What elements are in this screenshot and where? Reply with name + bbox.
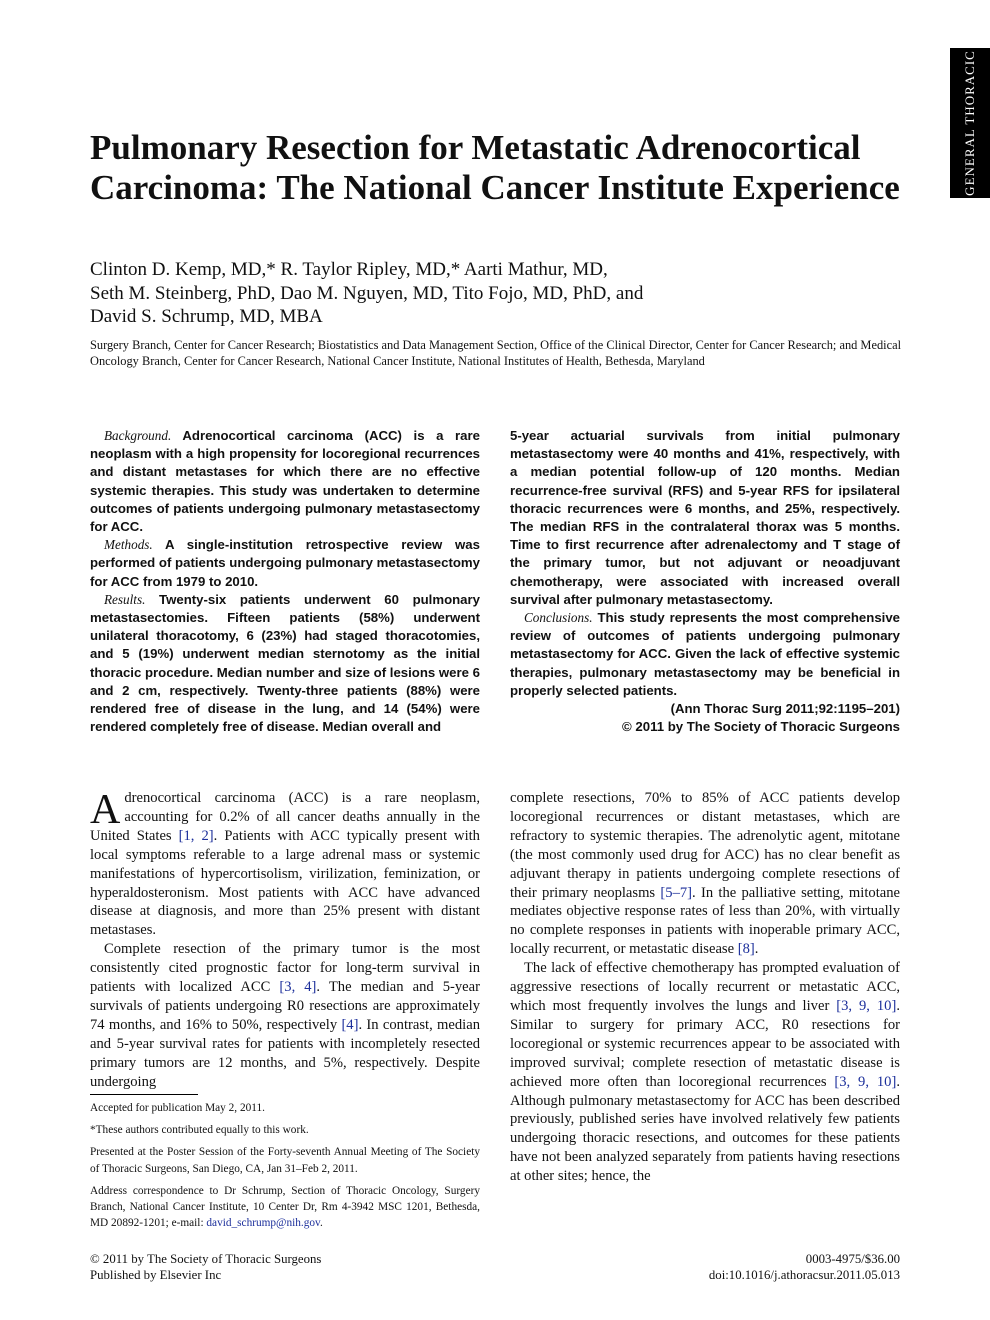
footer-right — [709, 1251, 900, 1283]
abstract-background — [90, 427, 480, 536]
abstract-right-column — [510, 427, 900, 736]
abstract-conclusions — [510, 609, 900, 700]
author-line: David S. Schrump, MD, MBA — [90, 306, 323, 327]
background-text: Adrenocortical carcinoma (ACC) is a rare neoplasm with a high propensity for locoregional recurrences and distant metastases for which there are no effective systemic therapies. This study was undertaken to determine outcomes of patients undergoing pulmonary metastasectomy for ACC. — [90, 428, 480, 535]
section-tab — [950, 48, 990, 198]
abstract-results — [90, 591, 480, 737]
results-label: Results. — [104, 591, 146, 607]
body-right-column — [510, 789, 900, 1186]
methods-text: A single-institution retrospective review was performed of patients undergoing pulmonary metastasectomy for ACC from 1979 to 2010. — [90, 537, 480, 589]
footnotes — [90, 1100, 480, 1237]
body-paragraph: Complete resection of the primary tumor is the most consistently cited prognostic factor for long-term survival in patients with localized ACC [3, 4]. The median and 5-year survivals of patients undergoing R0 resections are approximately 74 months, and 16% to 50%, respectively [4]. In contrast, median and 5-year survival rates for patients with incompletely resected primary tumors are 12 months, and 5%, respectively. Despite undergoing — [90, 941, 480, 1090]
abstract-left-column — [90, 427, 480, 736]
reference-link[interactable]: [1, 2] — [178, 827, 214, 844]
reference-link[interactable]: [4] — [341, 1016, 359, 1033]
footnote-accepted: Accepted for publication May 2, 2011. — [90, 1102, 265, 1114]
body-left-column — [90, 789, 480, 1092]
email-link[interactable]: david_schrump@nih.gov — [206, 1217, 320, 1230]
author-list — [90, 258, 830, 329]
body-paragraph: The lack of effective chemotherapy has prompted evaluation of aggressive resections of locally recurrent or metastatic ACC, which most frequently involves the lungs and liver [3, 9, 10]. Similar to surgery for primary ACC, R0 resections for locoregional or systemic recurrences appear to be associated with improved survival; complete resection of metastatic disease is achieved more often than locoregional recurrences [3, 9, 10]. Although pulmonary metastasectomy for ACC has been described previously, published series have involved relatively few patients undergoing thoracic resections, and outcomes for these patients have not been analyzed separately from patients having resections at other sites; hence, the — [510, 960, 900, 1185]
section-tab-label: GENERAL THORACIC — [962, 50, 977, 196]
results-continued: 5-year actuarial survivals from initial pulmonary metastasectomy were 40 months and 41%, respectively, with a median potential follow-up of 120 months. Median recurrence-free survival (RFS) and 5-year RFS for ipsilateral thoracic recurrences were 6 months, and 25%, respectively. The median RFS in the contralateral thorax was 5 months. Time to first recurrence after adrenalectomy and T stage of the primary tumor, but not adjuvant or neoadjuvant chemotherapy, were associated with increased overall survival after pulmonary metastasectomy. — [510, 428, 900, 607]
affiliation: Surgery Branch, Center for Cancer Research; Biostatistics and Data Management Section, Office of the Clinical Director, Center for Cancer Research; and Medical Oncology Branch, Center for Cancer Research, National Cancer Institute, National Institutes of Health, Bethesda, Maryland — [90, 338, 902, 368]
footer-copyright: © 2011 by The Society of Thoracic Surgeons — [90, 1252, 322, 1266]
results-text: Twenty-six patients underwent 60 pulmonary metastasectomies. Fifteen patients (58%) underwent unilateral thoracotomy, 6 (23%) had staged thoracotomies, and 5 (19%) underwent median sternotomy as the initial thoracic procedure. Median number and size of lesions were 6 and 2 cm, respectively. Twenty-three patients (88%) were rendered free of disease in the lung, and 14 (54%) were rendered completely free of disease. Median overall and — [90, 591, 480, 735]
footer-publisher: Published by Elsevier Inc — [90, 1268, 222, 1282]
author-line: Clinton D. Kemp, MD,* R. Taylor Ripley, MD,* Aarti Mathur, MD, — [90, 259, 608, 280]
body-paragraph: Adrenocortical carcinoma (ACC) is a rare neoplasm, accounting for 0.2% of all cancer deaths annually in the United States [1, 2]. Patients with ACC typically present with local symptoms referable to a large adrenal mass or systemic manifestations of hypercortisolism, virilization, feminization, or hyperaldosteronism. Most patients with ACC have advanced disease at diagnosis, and more than 25% present with distant metastases. — [90, 787, 480, 939]
footer-price: 0003-4975/$36.00 — [805, 1252, 900, 1266]
drop-cap: A — [90, 787, 121, 833]
reference-link[interactable]: [8] — [737, 941, 755, 958]
footer-left — [90, 1251, 321, 1283]
footnote-address: Address correspondence to Dr Schrump, Section of Thoracic Oncology, Surgery Branch, National Cancer Institute, 10 Center Dr, Rm 4-3942 MSC 1201, Bethesda, MD 20892-1201; e-mail: david_schrump@nih.gov. — [90, 1184, 480, 1230]
background-label: Background. — [104, 428, 172, 443]
footnote-presented: Presented at the Poster Session of the Forty-seventh Annual Meeting of The Society of Thoracic Surgeons, San Diego, CA, Jan 31–Feb 2, 2011. — [90, 1146, 480, 1175]
footer-doi: doi:10.1016/j.athoracsur.2011.05.013 — [708, 1268, 900, 1282]
body-paragraph: complete resections, 70% to 85% of ACC patients develop locoregional recurrences or distant metastases, which are refractory to systemic therapies. The adrenolytic agent, mitotane (the most commonly used drug for ACC) has no clear benefit as adjuvant therapy in patients undergoing complete resections of their primary neoplasms [5–7]. In the palliative setting, mitotane mediates objective response rates of less than 20%, with virtually no complete responses in patients with inoperable primary ACC, locally recurrent, or metastatic disease [8]. — [510, 790, 900, 958]
article-title: Pulmonary Resection for Metastatic Adrenocortical Carcinoma: The National Cancer Institute Experience — [90, 128, 900, 207]
methods-label: Methods. — [104, 537, 153, 553]
journal-citation: (Ann Thorac Surg 2011;92:1195–201) — [670, 701, 900, 717]
author-line: Seth M. Steinberg, PhD, Dao M. Nguyen, MD, Tito Fojo, MD, PhD, and — [90, 282, 644, 304]
abstract-copyright: © 2011 by The Society of Thoracic Surgeons — [622, 719, 900, 735]
abstract-methods — [90, 536, 480, 591]
conclusions-label: Conclusions. — [524, 610, 593, 626]
conclusions-text: This study represents the most comprehensive review of outcomes of patients undergoing pulmonary metastasectomy for ACC. Given the lack of effective systemic therapies, pulmonary metastasectomy may be beneficial in properly selected patients. — [510, 610, 900, 698]
reference-link[interactable]: [5–7] — [660, 884, 693, 901]
footnote-divider — [90, 1094, 198, 1095]
reference-link[interactable]: [3, 9, 10] — [836, 997, 897, 1014]
footnote-equal-contribution: *These authors contributed equally to this work. — [90, 1124, 309, 1137]
reference-link[interactable]: [3, 9, 10] — [834, 1073, 897, 1090]
reference-link[interactable]: [3, 4] — [279, 979, 317, 996]
